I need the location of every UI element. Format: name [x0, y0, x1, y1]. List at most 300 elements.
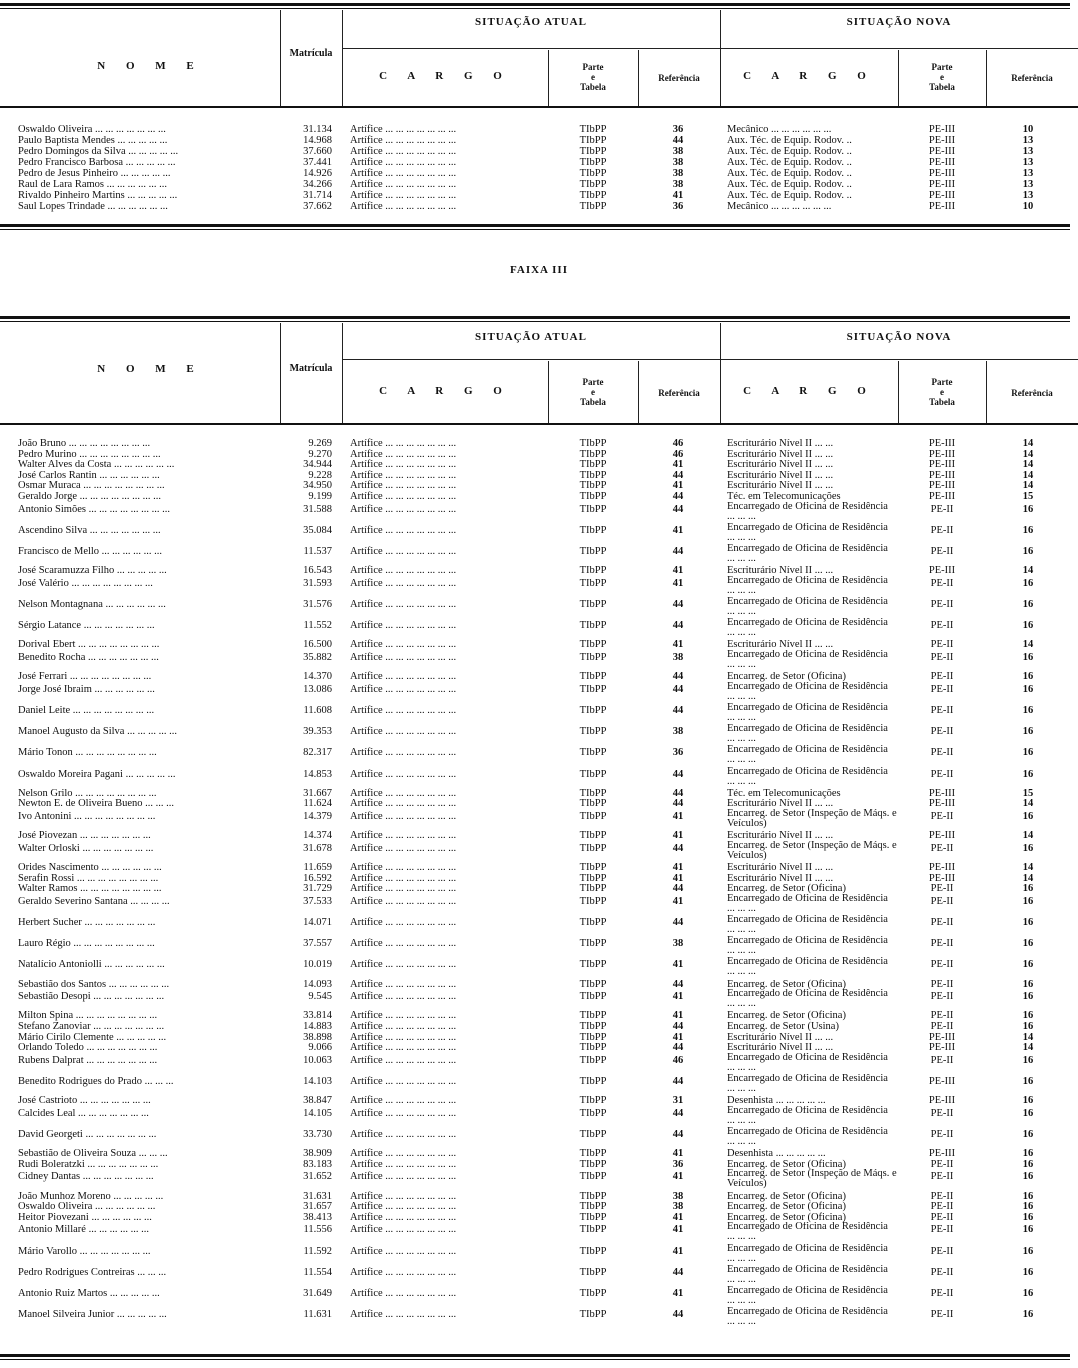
- novo-cargo-cell: Encarregado de Oficina de Residência ... ... ...: [727, 1052, 888, 1073]
- referencia-cell: 44: [672, 620, 684, 632]
- novo-cargo-cell: Escriturário Nível II ... ...: [727, 469, 834, 481]
- table-row: [0, 639, 1078, 650]
- nome-cell: Ascendino Silva ... ... ... ... ... ... ...: [18, 524, 161, 536]
- matricula-cell: 31.593: [303, 577, 332, 589]
- nova-referencia-cell: 13: [1022, 190, 1034, 201]
- nome-cell: Nelson Grilo ... ... ... ... ... ... ... ...: [18, 787, 157, 799]
- situacao-nova-header-2: SITUAÇÃO NOVA: [846, 331, 952, 343]
- table-row: [0, 168, 1078, 179]
- matricula-cell: 14.103: [303, 1076, 332, 1087]
- cargo-cell: Artífice ... ... ... ... ... ... ...: [350, 811, 457, 822]
- nome-cell: José Valério ... ... ... ... ... ... ... ...: [18, 577, 153, 589]
- nova-parte-cell: PE-II: [930, 503, 954, 515]
- cargo-cell: Artífice ... ... ... ... ... ... ...: [350, 201, 457, 212]
- nova-referencia-cell: 14: [1022, 480, 1034, 492]
- parte-cell: TIbPP: [579, 1201, 607, 1213]
- referencia-cell: 41: [672, 639, 684, 651]
- referencia-cell: 41: [672, 895, 684, 907]
- nome-cell: Pedro Murino ... ... ... ... ... ... ... ...: [18, 448, 161, 460]
- table-row: [0, 449, 1078, 460]
- referencia-cell: 44: [672, 1129, 684, 1140]
- matricula-cell: 14.105: [303, 1107, 332, 1119]
- referencia-cell: 41: [672, 862, 684, 873]
- top-rule: [0, 3, 1070, 9]
- matricula-cell: 9.199: [308, 491, 332, 502]
- referencia-cell: 44: [672, 1076, 684, 1087]
- nova-parte-cell: PE-II: [930, 620, 954, 632]
- matricula-cell: 33.814: [303, 1010, 332, 1022]
- nova-referencia-cell: 16: [1022, 1171, 1034, 1183]
- cargo-cell: Artífice ... ... ... ... ... ... ...: [350, 1309, 457, 1321]
- nova-referencia-cell: 16: [1022, 1288, 1034, 1299]
- referencia-cell: 44: [672, 705, 684, 716]
- table-row: [0, 565, 1078, 576]
- nome-cell: Pedro Domingos da Silva ... ... ... ... ...: [18, 146, 179, 157]
- parte-cell: TIbPP: [579, 1095, 607, 1107]
- matricula-cell: 31.657: [303, 1201, 332, 1213]
- table-row: [0, 1106, 1078, 1127]
- matricula-cell: 10.019: [303, 959, 332, 971]
- nome-cell: Newton E. de Oliveira Bueno ... ... ...: [18, 798, 175, 810]
- cargo-cell: Artífice ... ... ... ... ... ... ...: [350, 1076, 457, 1087]
- referencia-cell: 46: [672, 438, 684, 449]
- nova-referencia-cell: 16: [1022, 1201, 1034, 1213]
- cargo-cell: Artífice ... ... ... ... ... ... ...: [350, 652, 457, 663]
- nova-referencia-cell: 16: [1022, 503, 1034, 515]
- referencia-cell: 41: [672, 1245, 684, 1257]
- cargo-cell: Artífice ... ... ... ... ... ... ...: [350, 179, 457, 190]
- cargo-header: C A R G O: [379, 70, 511, 82]
- nova-referencia-cell: 16: [1022, 883, 1034, 895]
- novo-cargo-cell: Encarreg. de Setor (Oficina): [727, 1211, 846, 1223]
- parte-cell: TIbPP: [579, 639, 607, 651]
- nome-cell: Natalício Antoniolli ... ... ... ... ... ...: [18, 959, 165, 971]
- nova-referencia-cell: 16: [1022, 1309, 1034, 1321]
- nome-cell: Stefano Zanoviar ... ... ... ... ... ... ...: [18, 1021, 165, 1032]
- cargo-cell: Artífice ... ... ... ... ... ... ...: [350, 895, 457, 907]
- cargo-cell: Artífice ... ... ... ... ... ... ...: [350, 448, 457, 460]
- nova-referencia-cell: 15: [1022, 491, 1034, 502]
- nova-referencia-cell: 14: [1022, 798, 1034, 810]
- table-row: [0, 1244, 1078, 1265]
- nova-referencia-cell: 16: [1022, 726, 1034, 738]
- nova-parte-cell: PE-III: [928, 1031, 956, 1043]
- matricula-cell: 14.093: [303, 978, 332, 990]
- cargo-cell: Artífice ... ... ... ... ... ... ...: [350, 1021, 457, 1032]
- nova-referencia-cell: 16: [1022, 1021, 1034, 1032]
- nova-referencia-cell: 10: [1022, 201, 1034, 212]
- matricula-cell: 82.317: [303, 747, 332, 759]
- matricula-cell: 38.898: [303, 1031, 332, 1043]
- nova-parte-cell: PE-III: [928, 565, 956, 577]
- table-row: [0, 873, 1078, 884]
- nome-cell: Pedro Francisco Barbosa ... ... ... ... ...: [18, 157, 176, 168]
- parte-cell: TIbPP: [579, 179, 607, 190]
- novo-cargo-cell: Encarregado de Oficina de Residência ... ... ...: [727, 1243, 888, 1264]
- nova-parte-cell: PE-II: [930, 1171, 954, 1183]
- table-row: [0, 1201, 1078, 1212]
- nova-referencia-cell: 16: [1022, 1211, 1034, 1223]
- nova-referencia-cell: 16: [1022, 1076, 1034, 1087]
- table-row: [0, 1169, 1078, 1190]
- parte-cell: TIbPP: [579, 705, 607, 716]
- novo-cargo-cell: Escriturário Nível II ... ...: [727, 448, 834, 460]
- nome-cell: Antonio Ruiz Martos ... ... ... ... ...: [18, 1288, 160, 1299]
- parte-cell: TIbPP: [579, 438, 607, 449]
- nome-cell: Antonio Simões ... ... ... ... ... ... ... ...: [18, 503, 170, 515]
- parte-cell: TIbPP: [579, 959, 607, 971]
- parte-cell: TIbPP: [579, 1288, 607, 1299]
- table-row: [0, 190, 1078, 201]
- nome-cell: Rivaldo Pinheiro Martins ... ... ... ... ...: [18, 190, 178, 201]
- nova-parte-cell: PE-II: [930, 1158, 954, 1170]
- cargo-cell: Artífice ... ... ... ... ... ... ...: [350, 565, 457, 577]
- table-row: [0, 523, 1078, 544]
- nome-cell: Cidney Dantas ... ... ... ... ... ... ...: [18, 1171, 154, 1183]
- novo-cargo-cell: Encarregado de Oficina de Residência ... ... ...: [727, 1264, 888, 1285]
- parte-cell: TIbPP: [579, 480, 607, 492]
- nova-referencia-cell: 13: [1022, 179, 1034, 190]
- table-row: [0, 470, 1078, 481]
- table-row: [0, 502, 1078, 523]
- novo-cargo-cell: Aux. Téc. de Equip. Rodov. ..: [727, 168, 852, 179]
- parte-cell: TIbPP: [579, 1129, 607, 1140]
- cargo-cell: Artífice ... ... ... ... ... ... ...: [350, 862, 457, 873]
- parte-cell: TIbPP: [579, 872, 607, 884]
- table-row: [0, 915, 1078, 936]
- table-row: [0, 682, 1078, 703]
- table2-header: [0, 323, 1078, 423]
- parte-cell: TIbPP: [579, 1309, 607, 1321]
- nova-parte-cell: PE-II: [930, 1190, 954, 1202]
- novo-cargo-cell: Encarregado de Oficina de Residência ... ... ...: [727, 893, 888, 914]
- nova-referencia-cell: 16: [1022, 1095, 1034, 1107]
- parte-header: Parte e Tabela: [580, 62, 606, 92]
- cargo-cell: Artífice ... ... ... ... ... ... ...: [350, 1266, 457, 1278]
- nome-cell: Oswaldo Oliveira ... ... ... ... ... ...: [18, 1201, 156, 1213]
- matricula-cell: 35.084: [303, 524, 332, 536]
- nova-referencia-header: Referência: [1011, 73, 1053, 83]
- cargo-cell: Artífice ... ... ... ... ... ... ...: [350, 469, 457, 481]
- matricula-cell: 14.853: [303, 768, 332, 780]
- novo-cargo-cell: Aux. Téc. de Equip. Rodov. ..: [727, 190, 852, 201]
- parte-cell: TIbPP: [579, 991, 607, 1003]
- nova-parte-cell: PE-II: [930, 1245, 954, 1257]
- nome-cell: Walter Alves da Costa ... ... ... ... ... ...: [18, 459, 175, 471]
- nova-parte-cell: PE-II: [930, 599, 954, 610]
- nova-referencia-cell: 16: [1022, 577, 1034, 589]
- nova-parte-cell: PE-II: [930, 1054, 954, 1066]
- cargo-cell: Artífice ... ... ... ... ... ... ...: [350, 991, 457, 1003]
- section-title: FAIXA III: [509, 264, 568, 276]
- nome-cell: Calcides Leal ... ... ... ... ... ... ...: [18, 1107, 149, 1119]
- parte-cell: TIbPP: [579, 811, 607, 822]
- nova-referencia-cell: 14: [1022, 565, 1034, 577]
- nova-referencia-cell: 16: [1022, 1129, 1034, 1140]
- cargo-cell: Artífice ... ... ... ... ... ... ...: [350, 1201, 457, 1213]
- cargo-cell: Artífice ... ... ... ... ... ... ...: [350, 938, 457, 950]
- referencia-cell: 44: [672, 1309, 684, 1321]
- parte-cell: TIbPP: [579, 938, 607, 950]
- referencia-cell: 41: [672, 480, 684, 492]
- nova-parte-cell: PE-II: [930, 938, 954, 950]
- nova-referencia-cell: 15: [1022, 787, 1034, 799]
- parte-cell: TIbPP: [579, 190, 607, 201]
- table-row: [0, 576, 1078, 597]
- nova-parte-cell: PE-II: [930, 747, 954, 759]
- cargo-cell: Artífice ... ... ... ... ... ... ...: [350, 842, 457, 854]
- parte-cell: TIbPP: [579, 768, 607, 780]
- parte-cell: TIbPP: [579, 862, 607, 873]
- referencia-cell: 44: [672, 1042, 684, 1054]
- nova-parte-cell: PE-III: [928, 798, 956, 810]
- referencia-cell: 41: [672, 1224, 684, 1236]
- referencia-cell: 44: [672, 798, 684, 810]
- table-row: [0, 1222, 1078, 1243]
- matricula-cell: 39.353: [303, 726, 332, 738]
- referencia-header: Referência: [658, 73, 700, 83]
- nova-referencia-cell: 13: [1022, 146, 1034, 157]
- novo-cargo-cell: Téc. em Telecomunicações: [727, 491, 841, 502]
- nova-referencia-cell: 16: [1022, 620, 1034, 632]
- cargo-cell: Artífice ... ... ... ... ... ... ...: [350, 491, 457, 502]
- cargo-cell: Artífice ... ... ... ... ... ... ...: [350, 917, 457, 928]
- nova-parte-cell: PE-II: [930, 1224, 954, 1236]
- parte-cell: TIbPP: [579, 157, 607, 168]
- matricula-cell: 11.624: [303, 798, 332, 810]
- cargo-cell: Artífice ... ... ... ... ... ... ...: [350, 459, 457, 471]
- nova-parte-cell: PE-II: [930, 1010, 954, 1022]
- cargo-cell: Artífice ... ... ... ... ... ... ...: [350, 620, 457, 632]
- parte-cell: TIbPP: [579, 1266, 607, 1278]
- matricula-cell: 37.441: [303, 157, 332, 168]
- nova-parte-cell: PE-III: [928, 1095, 956, 1107]
- novo-cargo-cell: Encarreg. de Setor (Inspeção de Máqs. e Veículos): [727, 840, 897, 861]
- nome-cell: Paulo Baptista Mendes ... ... ... ... ...: [18, 135, 168, 146]
- novo-cargo-cell: Escriturário Nível II ... ...: [727, 830, 834, 842]
- novo-cargo-cell: Encarregado de Oficina de Residência ... ... ...: [727, 915, 888, 935]
- nome-cell: Raul de Lara Ramos ... ... ... ... ... ...: [18, 179, 168, 190]
- nova-parte-cell: PE-II: [930, 1266, 954, 1278]
- cargo-cell: Artífice ... ... ... ... ... ... ...: [350, 438, 457, 449]
- table-row: [0, 798, 1078, 809]
- novo-cargo-cell: Encarreg. de Setor (Inspeção de Máqs. e Veículos): [727, 1169, 897, 1190]
- nome-cell: Mário Cirilo Clemente ... ... ... ... ...: [18, 1031, 167, 1043]
- table-row: [0, 544, 1078, 565]
- referencia-cell: 44: [672, 491, 684, 502]
- novo-cargo-cell: Encarregado de Oficina de Residência ... ... ...: [727, 597, 888, 617]
- cargo-cell: Artífice ... ... ... ... ... ... ...: [350, 639, 457, 651]
- nova-referencia-cell: 16: [1022, 546, 1034, 557]
- matricula-cell: 11.631: [303, 1309, 332, 1321]
- nova-referencia-cell: 16: [1022, 811, 1034, 822]
- matricula-cell: 31.576: [303, 599, 332, 610]
- referencia-cell: 41: [672, 565, 684, 577]
- nome-cell: Jorge José Ibraim ... ... ... ... ... ...: [18, 683, 155, 695]
- nome-cell: David Georgeti ... ... ... ... ... ... ...: [18, 1129, 157, 1140]
- table-row: [0, 1032, 1078, 1043]
- nome-cell: Geraldo Severino Santana ... ... ... ...: [18, 895, 170, 907]
- nova-parte-cell: PE-II: [930, 1211, 954, 1223]
- novo-cargo-cell: Encarregado de Oficina de Residência ... ... ...: [727, 1286, 888, 1306]
- matricula-cell: 14.926: [303, 168, 332, 179]
- matricula-cell: 38.909: [303, 1148, 332, 1160]
- nome-cell: Mário Tonon ... ... ... ... ... ... ... ...: [18, 747, 157, 759]
- novo-cargo-cell: Encarreg. de Setor (Oficina): [727, 883, 846, 895]
- nova-parte-cell: PE-III: [928, 124, 956, 135]
- nome-cell: José Ferrari ... ... ... ... ... ... ... ...: [18, 671, 152, 683]
- nome-cell: Heitor Piovezani ... ... ... ... ... ...: [18, 1211, 152, 1223]
- nova-parte-cell: PE-II: [930, 1309, 954, 1321]
- referencia-cell: 44: [672, 1107, 684, 1119]
- matricula-cell: 11.552: [303, 620, 332, 632]
- table-row: [0, 157, 1078, 168]
- novo-cargo-cell: Encarreg. de Setor (Usina): [727, 1021, 839, 1032]
- matricula-cell: 37.557: [303, 938, 332, 950]
- nova-parte-cell: PE-III: [928, 491, 956, 502]
- novo-cargo-cell: Encarregado de Oficina de Residência ... ... ...: [727, 681, 888, 702]
- cargo-cell: Artífice ... ... ... ... ... ... ...: [350, 883, 457, 895]
- matricula-cell: 31.652: [303, 1171, 332, 1183]
- matricula-cell: 31.649: [303, 1288, 332, 1299]
- novo-cargo-cell: Aux. Téc. de Equip. Rodov. ..: [727, 179, 852, 190]
- matricula-cell: 31.667: [303, 787, 332, 799]
- nome-cell: José Carlos Rantin ... ... ... ... ... ...: [18, 469, 160, 481]
- cargo-cell: Artífice ... ... ... ... ... ... ...: [350, 1190, 457, 1202]
- novo-cargo-cell: Escriturário Nível II ... ...: [727, 639, 834, 651]
- table1-header: [0, 10, 1078, 106]
- nova-parte-cell: PE-III: [928, 480, 956, 492]
- nome-cell: Rudi Boleratzki ... ... ... ... ... ... ...: [18, 1158, 159, 1170]
- nova-referencia-cell: 16: [1022, 917, 1034, 928]
- referencia-cell: 44: [672, 1021, 684, 1032]
- nome-cell: Antonio Millaré ... ... ... ... ... ...: [18, 1224, 149, 1236]
- novo-cargo-cell: Encarregado de Oficina de Residência ... ... ...: [727, 501, 888, 522]
- nome-cell: Mário Varollo ... ... ... ... ... ... ...: [18, 1245, 151, 1257]
- cargo-cell: Artífice ... ... ... ... ... ... ...: [350, 168, 457, 179]
- nova-referencia-cell: 16: [1022, 959, 1034, 971]
- nova-parte-cell: PE-II: [930, 978, 954, 990]
- cargo-cell: Artífice ... ... ... ... ... ... ...: [350, 1245, 457, 1257]
- nova-referencia-cell: 16: [1022, 991, 1034, 1003]
- parte-cell: TIbPP: [579, 1076, 607, 1087]
- matricula-cell: 31.678: [303, 842, 332, 854]
- nova-referencia-header-2: Referência: [1011, 388, 1053, 398]
- nome-cell: Herbert Sucher ... ... ... ... ... ... ...: [18, 917, 156, 928]
- cargo-cell: Artífice ... ... ... ... ... ... ...: [350, 124, 457, 135]
- nova-referencia-cell: 16: [1022, 1245, 1034, 1257]
- nova-referencia-cell: 14: [1022, 459, 1034, 471]
- table-row: [0, 1010, 1078, 1021]
- nova-parte-cell: PE-II: [930, 1288, 954, 1299]
- parte-cell: TIbPP: [579, 577, 607, 589]
- nome-cell: Walter Orloski ... ... ... ... ... ... ...: [18, 842, 154, 854]
- novo-cargo-cell: Encarregado de Oficina de Residência ... ... ...: [727, 1127, 888, 1147]
- nova-parte-header: Parte e Tabela: [929, 62, 955, 92]
- nome-cell: Pedro Rodrigues Contreiras ... ... ...: [18, 1266, 167, 1278]
- cargo-cell: Artífice ... ... ... ... ... ... ...: [350, 480, 457, 492]
- matricula-cell: 31.588: [303, 503, 332, 515]
- referencia-cell: 41: [672, 190, 684, 201]
- table-row: [0, 1212, 1078, 1223]
- cargo-cell: Artífice ... ... ... ... ... ... ...: [350, 1010, 457, 1022]
- nome-cell: José Castrioto ... ... ... ... ... ... ...: [18, 1095, 151, 1107]
- referencia-cell: 44: [672, 683, 684, 695]
- parte-cell: TIbPP: [579, 1224, 607, 1236]
- nova-referencia-cell: 14: [1022, 1031, 1034, 1043]
- referencia-header-2: Referência: [658, 388, 700, 398]
- novo-cargo-cell: Encarreg. de Setor (Oficina): [727, 1190, 846, 1202]
- matricula-cell: 37.533: [303, 895, 332, 907]
- referencia-cell: 44: [672, 883, 684, 895]
- nome-cell: Milton Spina ... ... ... ... ... ... ... ...: [18, 1010, 158, 1022]
- nova-parte-cell: PE-II: [930, 917, 954, 928]
- table-row: [0, 1074, 1078, 1095]
- novo-cargo-cell: Encarregado de Oficina de Residência ... ... ...: [727, 575, 888, 596]
- referencia-cell: 46: [672, 1054, 684, 1066]
- table-row: [0, 1286, 1078, 1307]
- referencia-cell: 38: [672, 1201, 684, 1213]
- nome-header: N O M E: [97, 60, 203, 72]
- nova-referencia-cell: 16: [1022, 524, 1034, 536]
- cargo-cell: Artífice ... ... ... ... ... ... ...: [350, 872, 457, 884]
- nova-parte-cell: PE-III: [928, 1148, 956, 1160]
- matricula-cell: 31.631: [303, 1190, 332, 1202]
- nova-parte-cell: PE-III: [928, 830, 956, 842]
- referencia-cell: 44: [672, 768, 684, 780]
- referencia-cell: 44: [672, 546, 684, 557]
- nova-parte-cell: PE-II: [930, 1107, 954, 1119]
- table-row: [0, 491, 1078, 502]
- matricula-cell: 9.270: [308, 448, 332, 460]
- nova-parte-cell: PE-III: [928, 459, 956, 471]
- table-row: [0, 894, 1078, 915]
- nome-cell: Orides Nascimento ... ... ... ... ... ...: [18, 862, 162, 873]
- novo-cargo-cell: Encarreg. de Setor (Oficina): [727, 978, 846, 990]
- novo-cargo-cell: Encarregado de Oficina de Residência ... ... ...: [727, 936, 888, 957]
- cargo-cell: Artífice ... ... ... ... ... ... ...: [350, 830, 457, 842]
- nome-cell: Lauro Régio ... ... ... ... ... ... ... ...: [18, 938, 155, 950]
- novo-cargo-cell: Encarregado de Oficina de Residência ... ... ...: [727, 1105, 888, 1126]
- nome-cell: Daniel Leite ... ... ... ... ... ... ... ...: [18, 705, 155, 716]
- nova-referencia-cell: 16: [1022, 842, 1034, 854]
- table2-top-rule: [0, 316, 1070, 322]
- referencia-cell: 46: [672, 448, 684, 460]
- referencia-cell: 44: [672, 1266, 684, 1278]
- table-row: [0, 201, 1078, 212]
- parte-cell: TIbPP: [579, 168, 607, 179]
- cargo-cell: Artífice ... ... ... ... ... ... ...: [350, 524, 457, 536]
- novo-cargo-cell: Encarreg. de Setor (Oficina): [727, 671, 846, 683]
- referencia-cell: 44: [672, 842, 684, 854]
- referencia-cell: 41: [672, 459, 684, 471]
- novo-cargo-cell: Aux. Téc. de Equip. Rodov. ..: [727, 146, 852, 157]
- nome-cell: Sebastião dos Santos ... ... ... ... ... ...: [18, 978, 170, 990]
- parte-cell: TIbPP: [579, 448, 607, 460]
- nome-cell: Manoel Augusto da Silva ... ... ... ... ...: [18, 726, 177, 738]
- referencia-cell: 38: [672, 157, 684, 168]
- table-row: [0, 124, 1078, 135]
- novo-cargo-cell: Escriturário Nível II ... ...: [727, 1031, 834, 1043]
- matricula-cell: 83.183: [303, 1158, 332, 1170]
- parte-cell: TIbPP: [579, 599, 607, 610]
- nova-referencia-cell: 14: [1022, 830, 1034, 842]
- nova-parte-cell: PE-III: [928, 448, 956, 460]
- table-row: [0, 1053, 1078, 1074]
- novo-cargo-cell: Téc. em Telecomunicações: [727, 787, 841, 799]
- nova-referencia-cell: 16: [1022, 938, 1034, 950]
- nova-parte-cell: PE-II: [930, 639, 954, 651]
